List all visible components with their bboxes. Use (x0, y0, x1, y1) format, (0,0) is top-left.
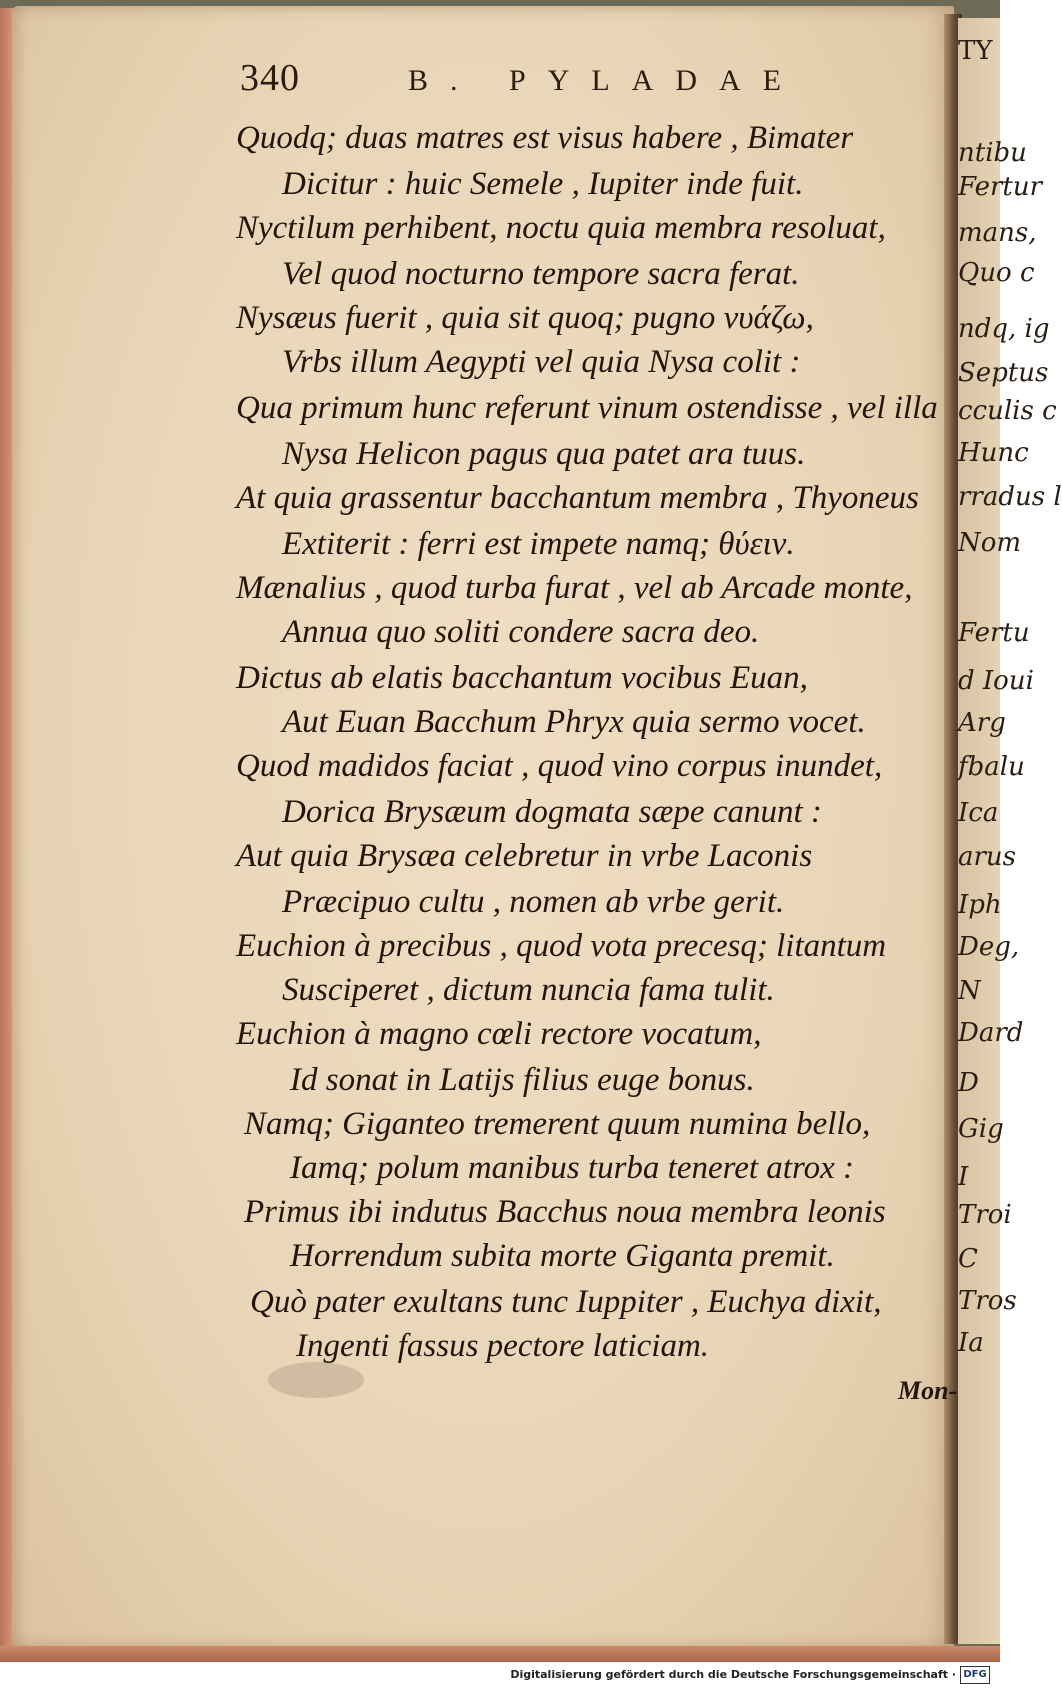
facing-page-fragment: Gig (958, 1114, 1004, 1144)
facing-page-fragment: d Ioui (958, 666, 1034, 696)
page-number: 340 (240, 57, 300, 99)
facing-page-fragment: Fertu (958, 618, 1030, 648)
catchword: Mon- (898, 1376, 958, 1405)
facing-page-fragment: C (958, 1244, 978, 1274)
footer-credit: Digitalisierung gefördert durch die Deutsche Forschungsgemeinschaft · (510, 1668, 956, 1681)
verse-line: Id sonat in Latijs filius euge bonus. (290, 1062, 755, 1098)
facing-page-fragment: mans, (958, 218, 1037, 248)
verse-line: Quodq; duas matres est visus habere , Bimater (236, 120, 854, 156)
facing-page-fragment: ntibu (958, 138, 1027, 168)
verse-line: Susciperet , dictum nuncia fama tulit. (282, 972, 775, 1008)
verse-line: Præcipuo cultu , nomen ab vrbe gerit. (282, 884, 785, 920)
facing-page (958, 18, 1062, 1644)
facing-page-fragment: cculis c (958, 396, 1057, 426)
facing-page-fragment: Arg (958, 708, 1006, 738)
verse-line: Nysa Helicon pagus qua patet ara tuus. (282, 436, 806, 472)
facing-page-fragment: Ica (958, 798, 999, 828)
facing-page-fragment: Troi (958, 1200, 1012, 1230)
verse-line: Ingenti fassus pectore laticiam. (296, 1328, 710, 1364)
facing-page-fragment: Quo c (958, 258, 1035, 288)
facing-page-fragment: D (958, 1068, 979, 1098)
facing-page-fragment: arus (958, 842, 1017, 872)
verse-line: Horrendum subita morte Giganta premit. (290, 1238, 835, 1274)
facing-page-fragment: Ia (958, 1328, 984, 1358)
facing-page-fragment: Dard (958, 1018, 1024, 1048)
facing-page-fragment: N (958, 976, 981, 1006)
verse-line: Qua primum hunc referunt vinum ostendisse , vel illa (236, 390, 938, 426)
facing-page-fragment: TY (958, 36, 993, 66)
ink-smudge (268, 1362, 364, 1398)
verse-line: Nysæus fuerit , quia sit quoq; pugno νυάζω, (236, 300, 814, 336)
verse-line: Euchion à magno cœli rectore vocatum, (236, 1016, 762, 1052)
facing-page-fragment: Septus (958, 358, 1049, 388)
facing-page-fragment: Hunc (958, 438, 1029, 468)
verse-line: Primus ibi indutus Bacchus noua membra leonis (244, 1194, 886, 1230)
facing-page-fragment: Iph (958, 890, 1002, 920)
verse-line: Euchion à precibus , quod vota precesq; litantum (236, 928, 887, 964)
verse-line: Aut quia Brysæa celebretur in vrbe Laconis (236, 838, 813, 874)
verse-line: Quod madidos faciat , quod vino corpus inundet, (236, 748, 883, 784)
verse-line: Iamq; polum manibus turba teneret atrox : (290, 1150, 854, 1186)
facing-page-fragment: Nom (958, 528, 1022, 558)
verse-line: At quia grassentur bacchantum membra , Thyoneus (236, 480, 919, 516)
verse-line: Mænalius , quod turba furat , vel ab Arcade monte, (236, 570, 913, 606)
verse-line: Extiterit : ferri est impete namq; θύειν. (282, 526, 795, 562)
verse-line: Namq; Giganteo tremerent quum numina bello, (244, 1106, 871, 1142)
facing-page-fragment: I (958, 1162, 969, 1192)
facing-page-fragment: Deg, (958, 932, 1020, 962)
verse-line: Vrbs illum Aegypti vel quia Nysa colit : (282, 344, 801, 380)
facing-page-fragment: Fertur (958, 172, 1043, 202)
facing-page-fragment: Tros (958, 1286, 1017, 1316)
verse-line: Dictus ab elatis bacchantum vocibus Euan, (236, 660, 808, 696)
verse-line: Nyctilum perhibent, noctu quia membra resoluat, (236, 210, 886, 246)
facing-page-fragment: rradus l (958, 482, 1062, 512)
digitization-footer (0, 1662, 1000, 1688)
facing-page-fragment: fbalu (958, 752, 1025, 782)
verse-line: Aut Euan Bacchum Phryx quia sermo vocet. (282, 704, 866, 740)
page-bottom-edge (0, 1646, 1000, 1662)
running-head: B. PYLADAE (408, 64, 804, 97)
verse-line: Dicitur : huic Semele , Iupiter inde fuit. (282, 166, 804, 202)
facing-page-fragment: ndq, ig (958, 314, 1050, 344)
verse-line: Annua quo soliti condere sacra deo. (282, 614, 760, 650)
verse-line: Vel quod nocturno tempore sacra ferat. (282, 256, 800, 292)
verse-line: Quò pater exultans tunc Iuppiter , Euchya dixit, (250, 1284, 882, 1320)
verse-line: Dorica Brysæum dogmata sæpe canunt : (282, 794, 822, 830)
dfg-logo-icon: DFG (960, 1666, 990, 1684)
